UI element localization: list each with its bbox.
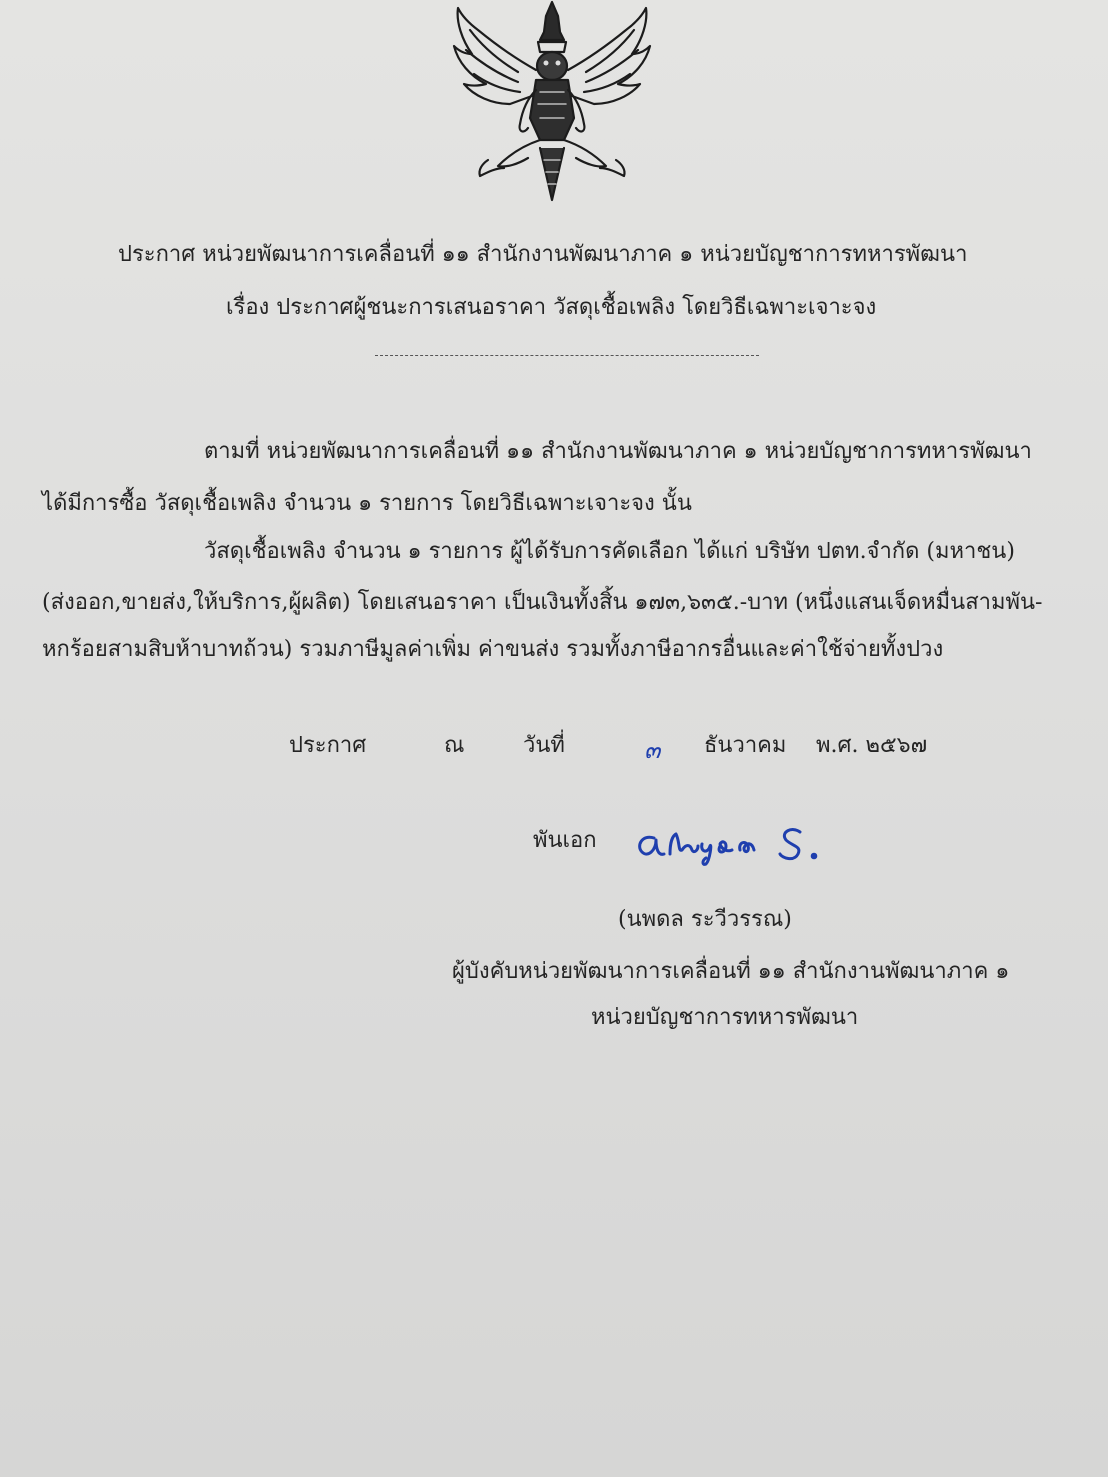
- garuda-emblem-icon: [448, 0, 656, 206]
- signer-name: (นพดล ระวีวรรณ): [618, 907, 792, 932]
- signer-rank: พันเอก: [533, 828, 597, 853]
- date-day-handwritten: ๓: [644, 736, 661, 764]
- paragraph-2-line-1: วัสดุเชื้อเพลิง จำนวน ๑ รายการ ผู้ได้รับการคัดเลือก ได้แก่ บริษัท ปตท.จำกัด (มหาชน): [204, 539, 1015, 564]
- paragraph-2-line-2: (ส่งออก,ขายส่ง,ให้บริการ,ผู้ผลิต) โดยเสนอราคา เป็นเงินทั้งสิ้น ๑๗๓,๖๓๕.-บาท (หนึ่งแสนเจ็ดหมื่นสามพัน-: [42, 590, 1043, 615]
- paragraph-1-line-1: ตามที่ หน่วยพัฒนาการเคลื่อนที่ ๑๑ สำนักงานพัฒนาภาค ๑ หน่วยบัญชาการทหารพัฒนา: [204, 439, 1032, 464]
- paragraph-2-line-3: หกร้อยสามสิบห้าบาทถ้วน) รวมภาษีมูลค่าเพิ่ม ค่าขนส่ง รวมทั้งภาษีอากรอื่นและค่าใช้จ่ายทั้งปวง: [42, 637, 944, 662]
- signer-position-line-1: ผู้บังคับหน่วยพัฒนาการเคลื่อนที่ ๑๑ สำนักงานพัฒนาภาค ๑: [452, 959, 1010, 984]
- title-divider: [375, 355, 759, 356]
- signer-position-line-2: หน่วยบัญชาการทหารพัฒนา: [591, 1005, 859, 1030]
- announcement-title: ประกาศ หน่วยพัฒนาการเคลื่อนที่ ๑๑ สำนักงานพัฒนาภาค ๑ หน่วยบัญชาการทหารพัฒนา: [118, 242, 968, 267]
- date-year: พ.ศ. ๒๕๖๗: [816, 733, 928, 758]
- paragraph-1-line-2: ได้มีการซื้อ วัสดุเชื้อเพลิง จำนวน ๑ รายการ โดยวิธีเฉพาะเจาะจง นั้น: [42, 491, 692, 516]
- date-month: ธันวาคม: [704, 733, 787, 758]
- date-day-label: วันที่: [523, 733, 565, 758]
- date-announce-label: ประกาศ: [289, 733, 367, 758]
- date-at-label: ณ: [444, 733, 465, 758]
- handwritten-signature: [632, 820, 832, 870]
- announcement-subject: เรื่อง ประกาศผู้ชนะการเสนอราคา วัสดุเชื้อเพลิง โดยวิธีเฉพาะเจาะจง: [226, 295, 877, 320]
